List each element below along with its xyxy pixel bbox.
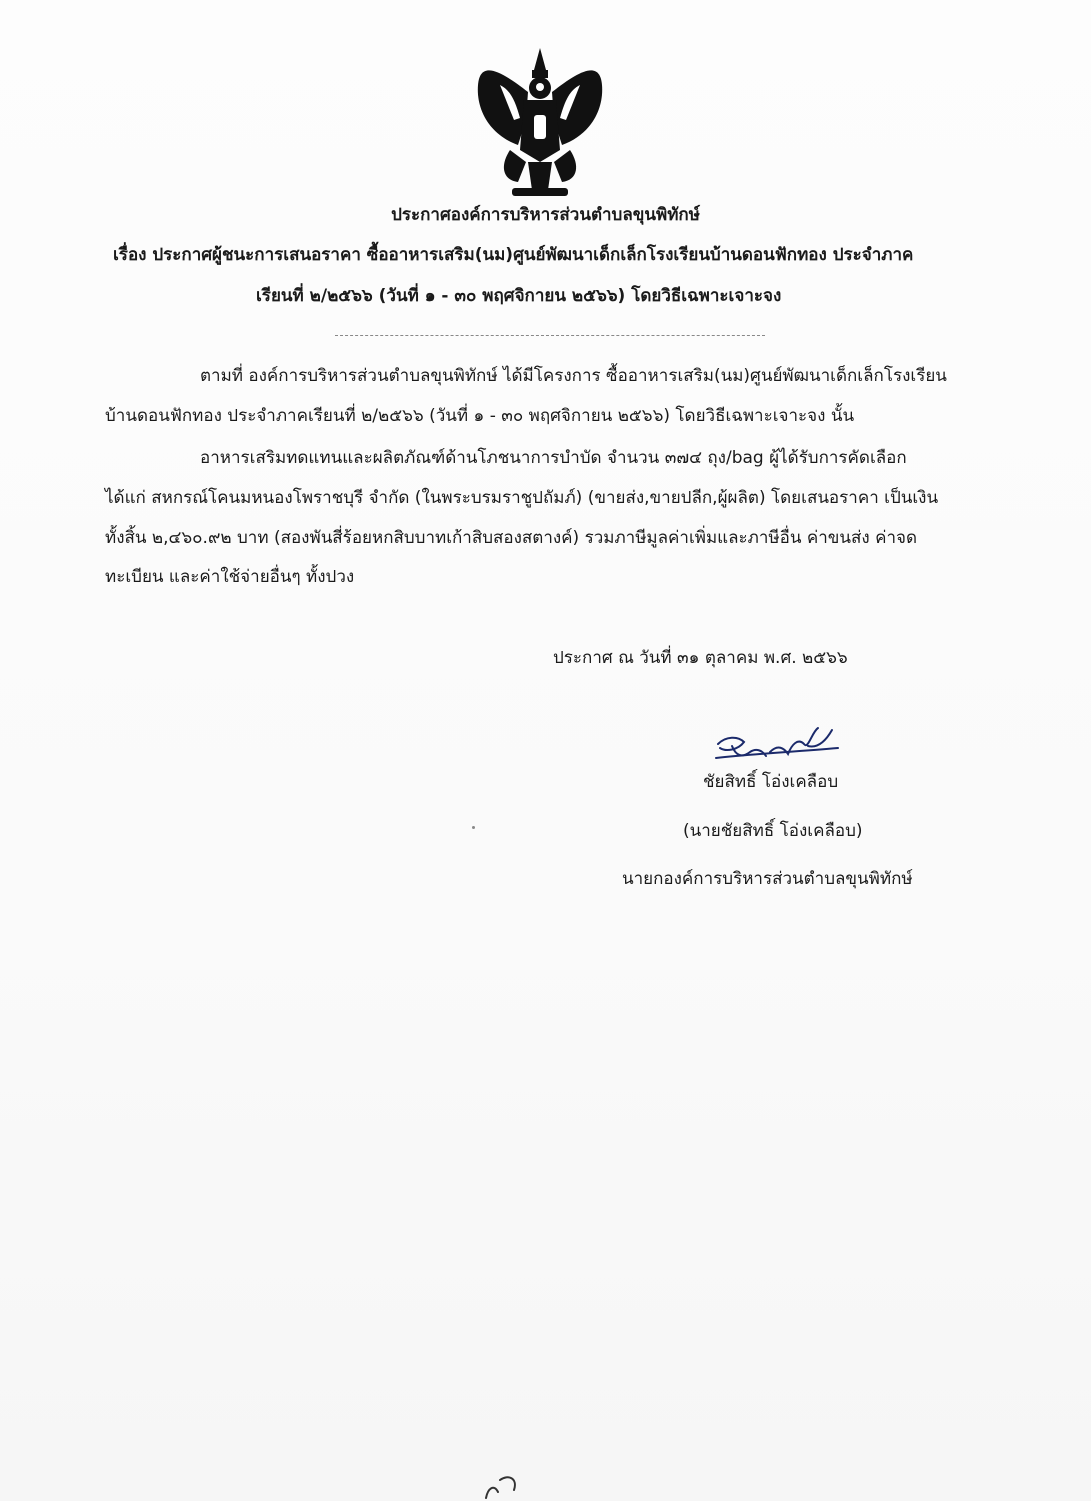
announcement-title: ประกาศองค์การบริหารส่วนตำบลขุนพิทักษ์ [391, 205, 700, 225]
subject-line-1: เรื่อง ประกาศผู้ชนะการเสนอราคา ซื้ออาหารเสริม(นม)ศูนย์พัฒนาเด็กเล็กโรงเรียนบ้านดอนฟักทอง ประจำภาค [113, 245, 914, 265]
header-divider [335, 335, 765, 336]
handwritten-signature-icon [712, 722, 842, 768]
paragraph-2-line-4: ทะเบียน และค่าใช้จ่ายอื่นๆ ทั้งปวง [105, 567, 355, 587]
signed-name: ชัยสิทธิ์ โอ่งเคลือบ [703, 772, 839, 792]
scan-speck [472, 826, 475, 829]
full-name: (นายชัยสิทธิ์ โอ่งเคลือบ) [683, 821, 863, 841]
paragraph-2-line-1: อาหารเสริมทดแทนและผลิตภัณฑ์ด้านโภชนาการบำบัด จำนวน ๓๗๔ ถุง/bag ผู้ได้รับการคัดเลือก [200, 448, 907, 468]
paragraph-2-line-2: ได้แก่ สหกรณ์โคนมหนองโพราชบุรี จำกัด (ในพระบรมราชูปถัมภ์) (ขายส่ง,ขายปลีก,ผู้ผลิต) โดยเสนอราคา เป็นเงิน [105, 488, 939, 508]
margin-mark-icon [478, 1470, 538, 1501]
subject-line-2: เรียนที่ ๒/๒๕๖๖ (วันที่ ๑ - ๓๐ พฤศจิกายน ๒๕๖๖) โดยวิธีเฉพาะเจาะจง [256, 286, 782, 306]
paragraph-1-line-2: บ้านดอนฟักทอง ประจำภาคเรียนที่ ๒/๒๕๖๖ (วันที่ ๑ - ๓๐ พฤศจิกายน ๒๕๖๖) โดยวิธีเฉพาะเจาะจง นั้น [105, 406, 855, 426]
announce-date: ประกาศ ณ วันที่ ๓๑ ตุลาคม พ.ศ. ๒๕๖๖ [553, 648, 848, 668]
paragraph-1-line-1: ตามที่ องค์การบริหารส่วนตำบลขุนพิทักษ์ ได้มีโครงการ ซื้ออาหารเสริม(นม)ศูนย์พัฒนาเด็กเล็กโรงเรียน [200, 366, 947, 386]
garuda-emblem-icon [470, 40, 610, 200]
paragraph-2-line-3: ทั้งสิ้น ๒,๔๖๐.๙๒ บาท (สองพันสี่ร้อยหกสิบบาทเก้าสิบสองสตางค์) รวมภาษีมูลค่าเพิ่มและภาษีอื่น ค่าขนส่ง ค่าจด [105, 528, 918, 548]
signer-position: นายกองค์การบริหารส่วนตำบลขุนพิทักษ์ [622, 869, 913, 889]
